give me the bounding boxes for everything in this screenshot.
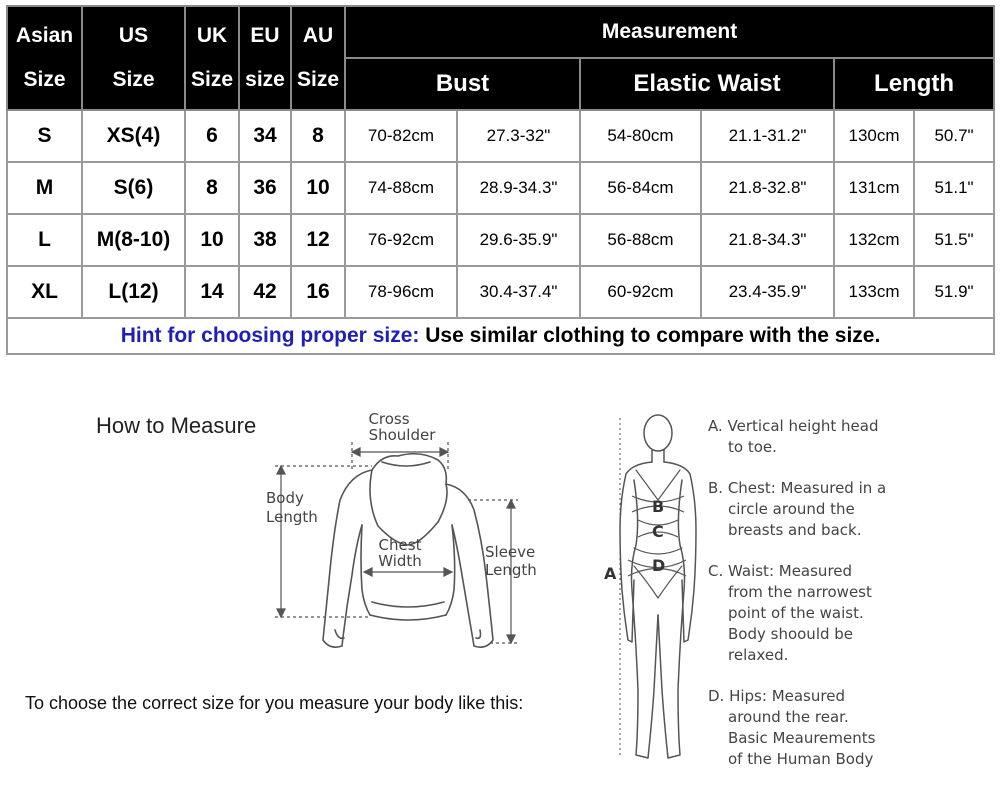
au-size-cell: 8: [291, 110, 345, 162]
length-cm-cell: 133cm: [834, 266, 914, 318]
us-size-cell: M(8-10): [82, 214, 185, 266]
hint-text: Use similar clothing to compare with the size.: [419, 324, 881, 347]
length-cm-cell: 132cm: [834, 214, 914, 266]
waist-in-cell: 21.8-32.8": [701, 162, 834, 214]
waist-cm-cell: 60-92cm: [580, 266, 701, 318]
letter-b: B: [652, 497, 665, 516]
bust-in-cell: 27.3-32": [457, 110, 580, 162]
header-us-size: US Size: [82, 6, 185, 110]
header-au-size: AU Size: [291, 6, 345, 110]
sleeve-length-label: Sleeve Length: [485, 543, 537, 579]
bust-in-cell: 30.4-37.4": [457, 266, 580, 318]
measurement-notes: [708, 416, 998, 790]
header-eu-size: EU size: [239, 6, 291, 110]
asian-size-cell: XL: [7, 266, 82, 318]
waist-cm-cell: 56-88cm: [580, 214, 701, 266]
length-in-cell: 51.1": [914, 162, 994, 214]
us-size-cell: L(12): [82, 266, 185, 318]
uk-size-cell: 8: [185, 162, 239, 214]
bust-in-cell: 29.6-35.9": [457, 214, 580, 266]
length-cm-cell: 130cm: [834, 110, 914, 162]
bust-cm-cell: 76-92cm: [345, 214, 457, 266]
waist-in-cell: 23.4-35.9": [701, 266, 834, 318]
letter-d: D: [652, 556, 666, 575]
waist-cm-cell: 54-80cm: [580, 110, 701, 162]
length-in-cell: 50.7": [914, 110, 994, 162]
eu-size-cell: 36: [239, 162, 291, 214]
uk-size-cell: 10: [185, 214, 239, 266]
hint-label: Hint for choosing proper size:: [120, 324, 420, 347]
length-in-cell: 51.9": [914, 266, 994, 318]
asian-size-cell: M: [7, 162, 82, 214]
length-in-cell: 51.5": [914, 214, 994, 266]
us-size-cell: S(6): [82, 162, 185, 214]
note-chest: B. Chest: Measured in a circle around the breasts and back.: [708, 479, 887, 539]
note-height: A. Vertical height head to toe.: [708, 417, 879, 456]
body-length-label: Body Length: [266, 489, 318, 526]
measure-instruction: To choose the correct size for you measure your body like this:: [25, 693, 524, 713]
uk-size-cell: 14: [185, 266, 239, 318]
bust-cm-cell: 74-88cm: [345, 162, 457, 214]
letter-c: C: [652, 522, 664, 541]
letter-a: A: [604, 564, 617, 583]
bust-cm-cell: 70-82cm: [345, 110, 457, 162]
eu-size-cell: 42: [239, 266, 291, 318]
how-to-measure-title: How to Measure: [96, 413, 257, 438]
uk-size-cell: 6: [185, 110, 239, 162]
waist-in-cell: 21.1-31.2": [701, 110, 834, 162]
header-asian-size: Asian Size: [7, 6, 82, 110]
body-figure-illustration: [620, 415, 696, 758]
chest-width-label: Chest Width: [378, 536, 422, 570]
asian-size-cell: L: [7, 214, 82, 266]
note-hips: D. Hips: Measured around the rear. Basic Meaurements of the Human Body: [708, 687, 876, 768]
note-waist: C. Waist: Measured from the narrowest point of the waist. Body shoould be relaxed.: [708, 562, 872, 664]
header-uk-size: UK Size: [185, 6, 239, 110]
us-size-cell: XS(4): [82, 110, 185, 162]
eu-size-cell: 34: [239, 110, 291, 162]
header-bust: Bust: [345, 58, 580, 110]
header-length: Length: [834, 58, 994, 110]
bust-in-cell: 28.9-34.3": [457, 162, 580, 214]
header-elastic-waist: Elastic Waist: [580, 58, 834, 110]
length-cm-cell: 131cm: [834, 162, 914, 214]
bust-cm-cell: 78-96cm: [345, 266, 457, 318]
eu-size-cell: 38: [239, 214, 291, 266]
header-measurement: Measurement: [345, 6, 994, 58]
waist-cm-cell: 56-84cm: [580, 162, 701, 214]
cross-shoulder-label: Cross Shoulder: [368, 410, 436, 444]
au-size-cell: 12: [291, 214, 345, 266]
au-size-cell: 16: [291, 266, 345, 318]
waist-in-cell: 21.8-34.3": [701, 214, 834, 266]
asian-size-cell: S: [7, 110, 82, 162]
au-size-cell: 10: [291, 162, 345, 214]
